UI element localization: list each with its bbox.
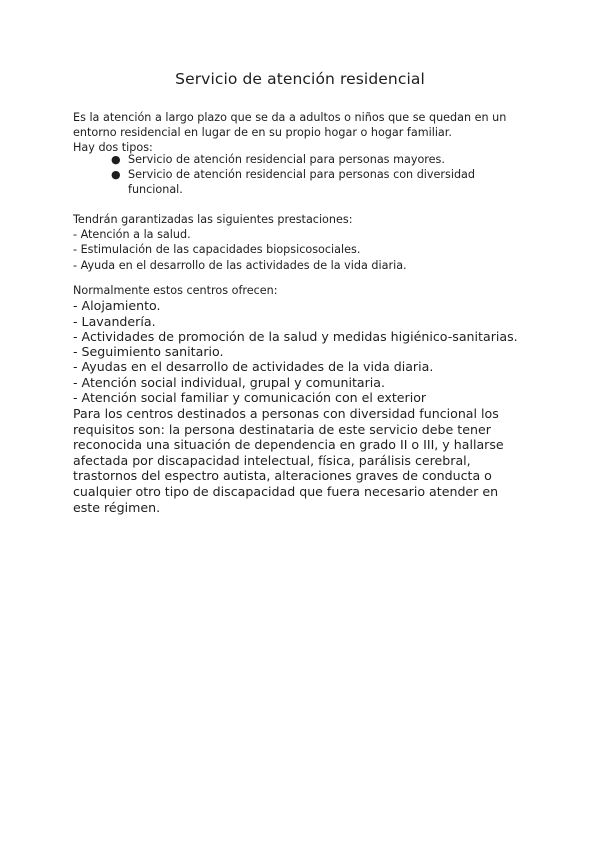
intro-line: Es la atención a largo plazo que se da a adultos o niños que se quedan en un: [73, 111, 507, 124]
paragraph-line: requisitos son: la persona destinataria de este servicio debe tener: [73, 421, 491, 437]
paragraph-line: Para los centros destinados a personas con diversidad funcional los: [73, 406, 499, 421]
page-title: Servicio de atención residencial: [175, 70, 425, 88]
paragraph-line: afectada por discapacidad intelectual, física, parálisis cerebral,: [73, 452, 471, 468]
intro-line: entorno residencial en lugar de en su propio hogar o hogar familiar.: [73, 126, 452, 140]
list-item-text: funcional.: [128, 183, 183, 197]
guaranteed-section: [73, 212, 533, 273]
paragraph-line: este régimen.: [73, 499, 161, 515]
list-item-text: Servicio de atención residencial para personas mayores.: [128, 153, 445, 166]
section-heading: Normalmente estos centros ofrecen:: [73, 284, 278, 297]
list-item: - Estimulación de las capacidades biopsicosociales.: [73, 243, 361, 257]
list-item: - Ayuda en el desarrollo de las actividades de la vida diaria.: [73, 258, 407, 272]
list-item: - Lavandería.: [73, 313, 156, 329]
list-item: - Atención social familiar y comunicación con el exterior: [73, 389, 427, 405]
list-item: - Ayudas en el desarrollo de actividades de la vida diaria.: [73, 359, 434, 375]
paragraph-line: cualquier otro tipo de discapacidad que fuera necesario atender en: [73, 483, 499, 499]
list-item: [111, 152, 521, 167]
list-item: - Atención a la salud.: [73, 228, 191, 242]
list-item: - Alojamiento.: [73, 298, 161, 314]
list-item: - Actividades de promoción de la salud y medidas higiénico-sanitarias.: [73, 328, 518, 344]
section-heading: Tendrán garantizadas las siguientes prestaciones:: [73, 213, 353, 226]
intro-paragraph: [73, 110, 533, 156]
list-item: - Atención social individual, grupal y comunitaria.: [73, 374, 385, 390]
types-list: [111, 152, 521, 198]
offers-section: [73, 283, 533, 405]
intro-line: Hay dos tipos:: [73, 141, 153, 155]
list-item: - Seguimiento sanitario.: [73, 344, 224, 360]
bullet-icon: ●: [111, 168, 121, 182]
requirements-paragraph: [73, 406, 535, 515]
list-item: [111, 167, 521, 197]
paragraph-line: trastornos del espectro autista, alteraciones graves de conducta o: [73, 468, 492, 484]
bullet-icon: ●: [111, 153, 121, 166]
paragraph-line: reconocida una situación de dependencia en grado II o III, y hallarse: [73, 437, 504, 453]
list-item-text: Servicio de atención residencial para personas con diversidad: [128, 168, 476, 182]
